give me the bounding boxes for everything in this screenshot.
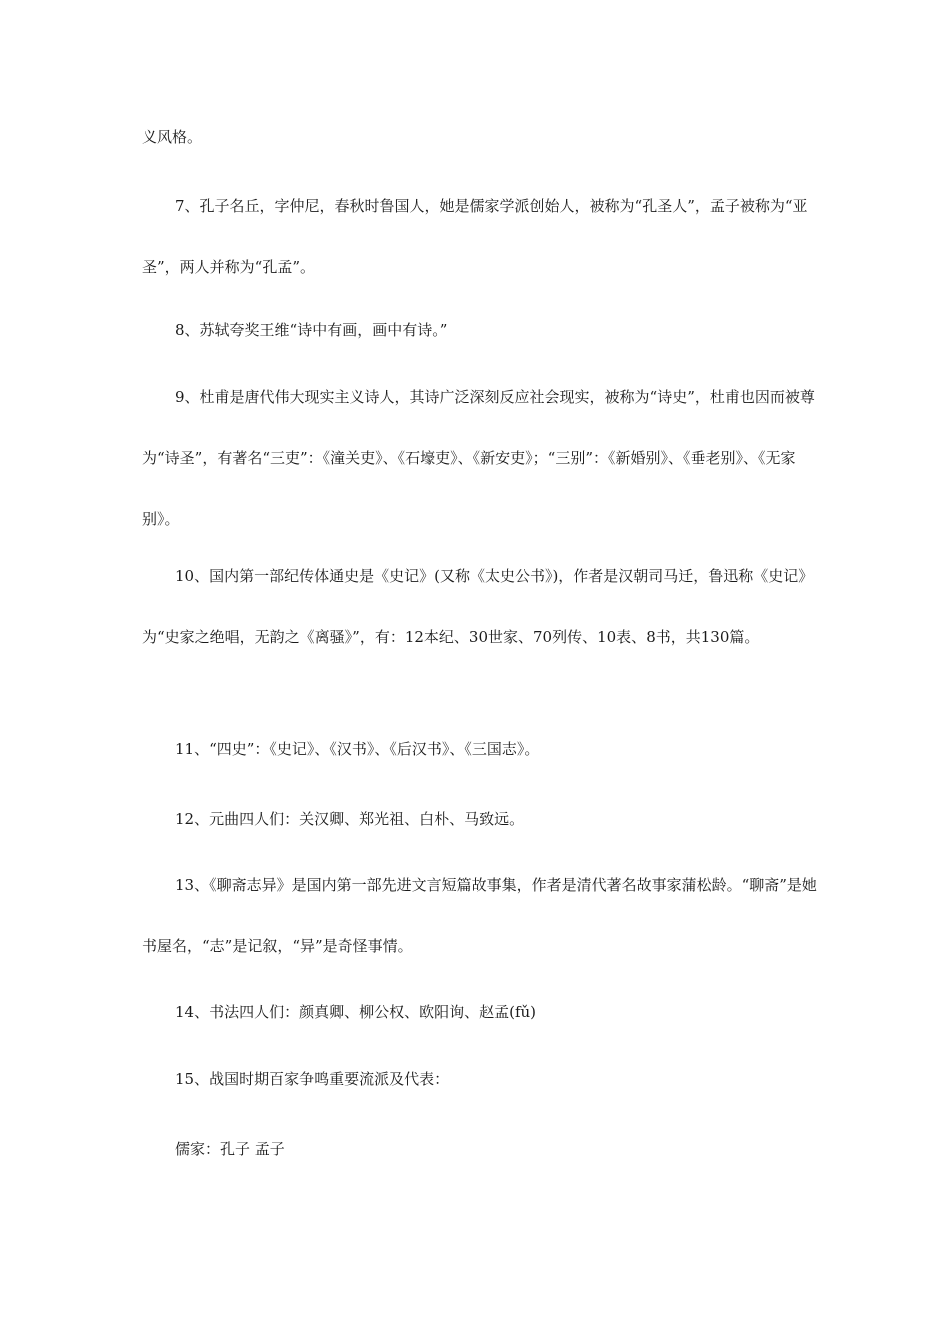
paragraph-item-15: 15、战国时期百家争鸣重要流派及代表： <box>175 1070 450 1088</box>
paragraph-item-14: 14、书法四人们：颜真卿、柳公权、欧阳询、赵孟(fǔ) <box>175 1003 537 1021</box>
paragraph-item-11: 11、“四史”：《史记》、《汉书》、《后汉书》、《三国志》。 <box>175 740 540 758</box>
paragraph-confucian-school: 儒家：孔子 孟子 <box>175 1140 285 1158</box>
paragraph-item-8: 8、苏轼夸奖王维“诗中有画，画中有诗。” <box>175 321 448 339</box>
paragraph-item-10: 10、国内第一部纪传体通史是《史记》(又称《太史公书》)，作者是汉朝司马迁，鲁迅称《史记》为“史家之绝唱，无韵之《离骚》”，有：12本纪、30世家、70列传、10表、8书，共130篇。 <box>142 567 814 646</box>
paragraph-item-13: 13、《聊斋志异》是国内第一部先进文言短篇故事集，作者是清代著名故事家蒲松龄。“聊斋”是她书屋名，“志”是记叙，“异”是奇怪事情。 <box>142 876 817 955</box>
paragraph-item-12: 12、元曲四人们：关汉卿、郑光祖、白朴、马致远。 <box>175 810 525 828</box>
paragraph-item-9: 9、杜甫是唐代伟大现实主义诗人，其诗广泛深刻反应社会现实，被称为“诗史”，杜甫也因而被尊为“诗圣”，有著名“三吏”：《潼关吏》、《石壕吏》、《新安吏》；“三别”：《新婚别》、《垂老别》、《无家别》。 <box>142 388 815 528</box>
paragraph-item-7: 7、孔子名丘，字仲尼，春秋时鲁国人，她是儒家学派创始人，被称为“孔圣人”，孟子被称为“亚圣”，两人并称为“孔孟”。 <box>142 197 808 276</box>
paragraph-continuation: 义风格。 <box>142 128 203 146</box>
